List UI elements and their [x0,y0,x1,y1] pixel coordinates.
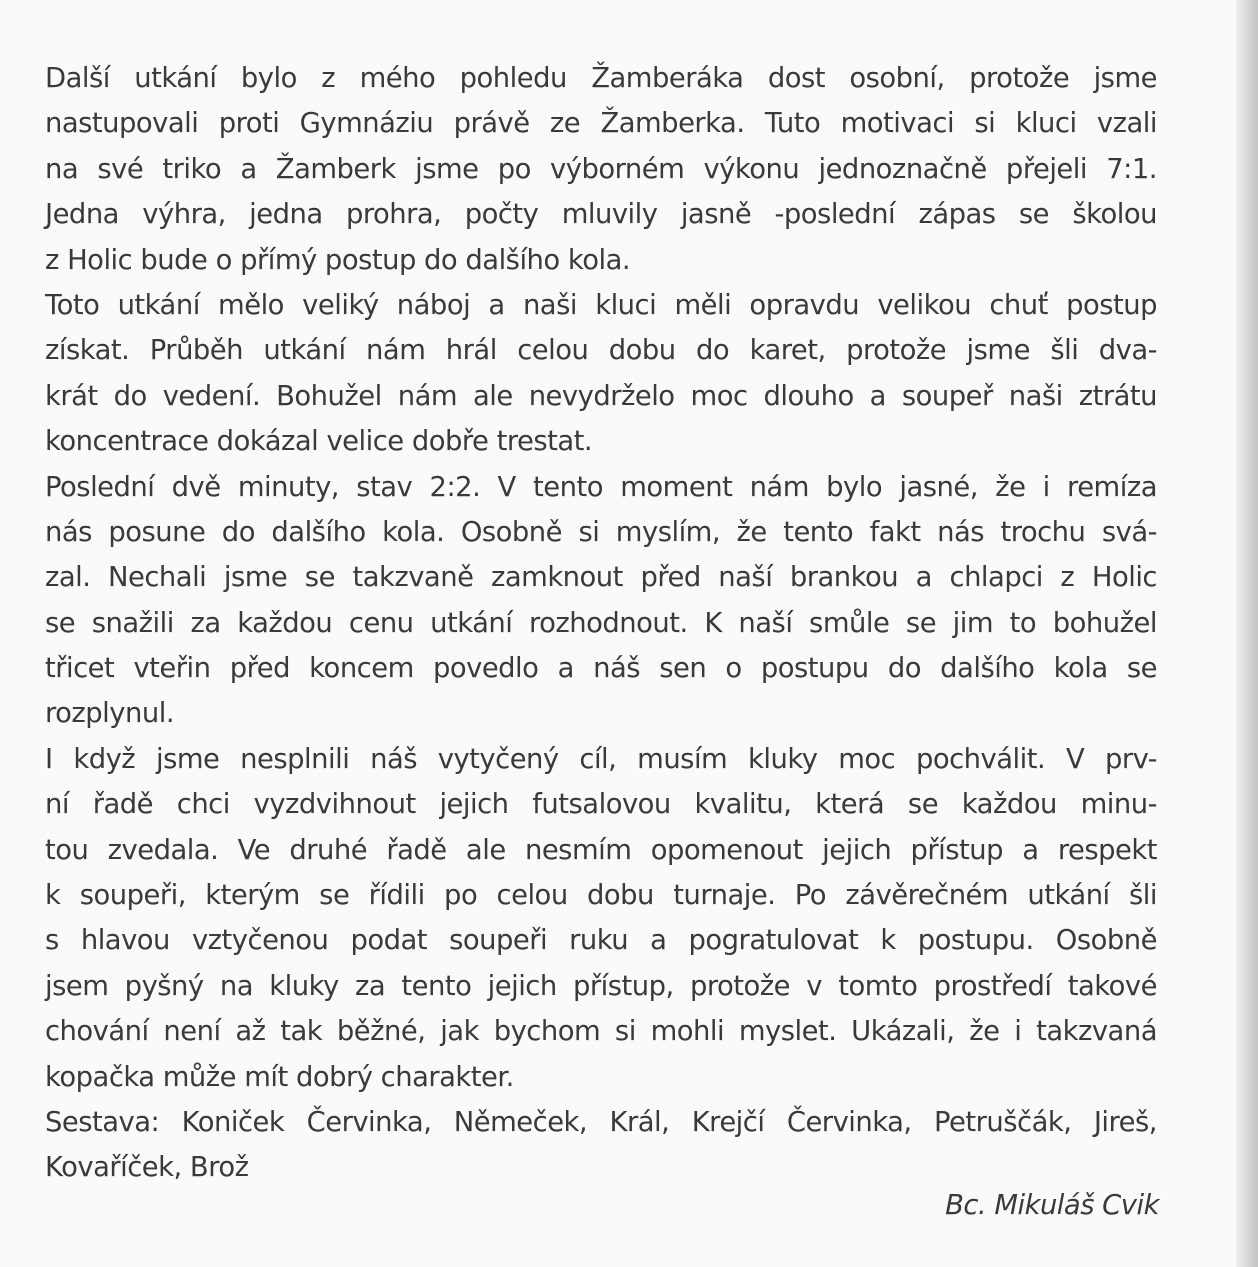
article-line: získat. Průběh utkání nám hrál celou dobu do karet, protože jsme šli dva- [45,335,1157,367]
article-line: Kovaříček, Brož [45,1152,249,1184]
article-line: na své triko a Žamberk jsme po výborném výkonu jednoznačně přejeli 7:1. [45,153,1157,185]
article-line: Toto utkání mělo veliký náboj a naši kluci měli opravdu velikou chuť postup [45,289,1157,321]
article-line: ní řadě chci vyzdvihnout jejich futsalovou kvalitu, která se každou minu- [45,789,1157,821]
article-line: třicet vteřin před koncem povedlo a náš sen o postupu do dalšího kola se [45,653,1157,685]
article-line: s hlavou vztyčenou podat soupeři ruku a pogratulovat k postupu. Osobně [45,925,1157,957]
article-line: nastupovali proti Gymnáziu právě ze Žamberka. Tuto motivaci si kluci vzali [45,108,1157,140]
article-line: zal. Nechali jsme se takzvaně zamknout před naší brankou a chlapci z Holic [45,562,1157,594]
article-line: z Holic bude o přímý postup do dalšího kola. [45,244,631,276]
article-line: I když jsme nesplnili náš vytyčený cíl, musím kluky moc pochválit. V prv- [45,743,1157,775]
article-line: krát do vedení. Bohužel nám ale nevydrželo moc dlouho a soupeř naši ztrátu [45,380,1157,412]
article-line: tou zvedala. Ve druhé řadě ale nesmím opomenout jejich přístup a respekt [45,834,1157,866]
article-line: chování není až tak běžné, jak bychom si mohli myslet. Ukázali, že i takzvaná [45,1016,1157,1048]
page-edge-shadow [1236,0,1258,1267]
article-line: nás posune do dalšího kola. Osobně si myslím, že tento fakt nás trochu svá- [45,516,1157,548]
article-line: Poslední dvě minuty, stav 2:2. V tento moment nám bylo jasné, že i remíza [45,471,1157,503]
article-line: Sestava: Koniček Červinka, Němeček, Král, Krejčí Červinka, Petruščák, Jireš, [45,1106,1157,1138]
author-signature: Bc. Mikuláš Cvik [945,1190,1159,1221]
article-line: Jedna výhra, jedna prohra, počty mluvily jasně -poslední zápas se školou [45,199,1157,231]
article-line: jsem pyšný na kluky za tento jejich přístup, protože v tomto prostředí takové [45,970,1157,1002]
article-line: rozplynul. [45,698,175,730]
article-line: kopačka může mít dobrý charakter. [45,1061,514,1093]
article-line: koncentrace dokázal velice dobře trestat. [45,426,593,458]
article-line: se snažili za každou cenu utkání rozhodnout. K naší smůle se jim to bohužel [45,607,1157,639]
article-body [45,56,1157,1191]
article-line: k soupeři, kterým se řídili po celou dobu turnaje. Po závěrečném utkání šli [45,880,1157,912]
article-line: Další utkání bylo z mého pohledu Žamberáka dost osobní, protože jsme [45,63,1157,94]
